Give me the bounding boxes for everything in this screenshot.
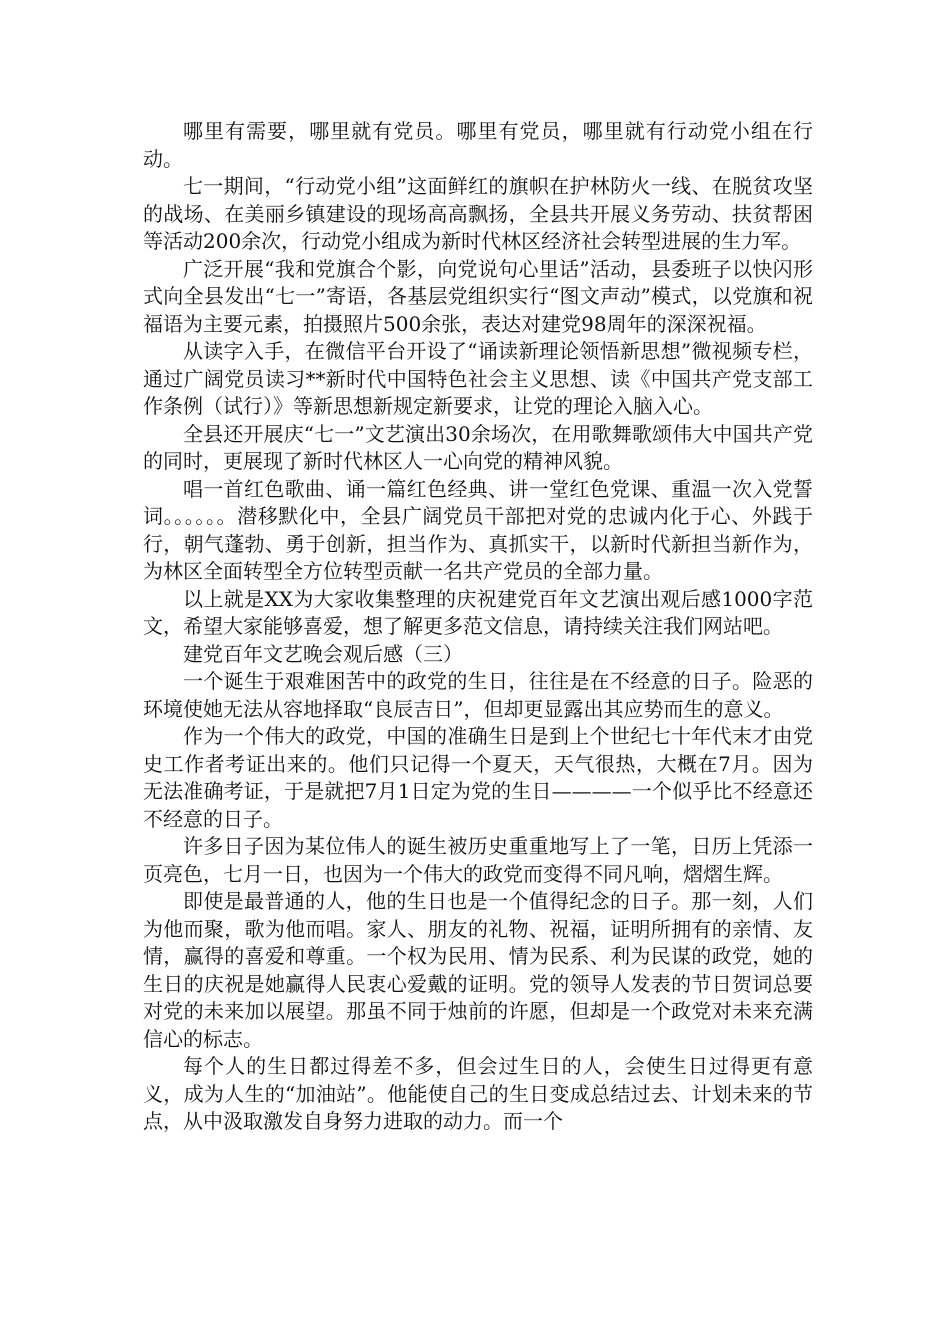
paragraph: 从读字入手，在微信平台开设了“诵读新理论领悟新思想”微视频专栏，通过广阔党员读习**新时代中国特色社会主义思想、读《中国共产党支部工作条例（试行）》等新思想新规定新要求，让党的理论入脑入心。 [143, 339, 813, 418]
paragraph: 一个诞生于艰难困苦中的政党的生日，往往是在不经意的日子。险恶的环境使她无法从容地择取“良辰吉日”，但却更显露出其应势而生的意义。 [143, 669, 813, 721]
paragraph: 即使是最普通的人，他的生日也是一个值得纪念的日子。那一刻，人们为他而聚，歌为他而唱。家人、朋友的礼物、祝福，证明所拥有的亲情、友情，赢得的喜爱和尊重。一个权为民用、情为民系、利为民谋的政党，她的生日的庆祝是她赢得人民衷心爱戴的证明。党的领导人发表的节日贺词总要对党的未来加以展望。那虽不同于烛前的许愿，但却是一个政党对未来充满信心的标志。 [143, 889, 813, 1051]
paragraph: 许多日子因为某位伟人的诞生被历史重重地写上了一笔，日历上凭添一页亮色，七月一日，也因为一个伟大的政党而变得不同凡响，熠熠生辉。 [143, 834, 813, 886]
section-heading: 建党百年文艺晚会观后感（三） [183, 641, 463, 666]
paragraph: 每个人的生日都过得差不多，但会过生日的人，会使生日过得更有意义，成为人生的“加油站”。他能使自己的生日变成总结过去、计划未来的节点，从中汲取激发自身努力进取的动力。而一个 [143, 1054, 813, 1133]
paragraph: 作为一个伟大的政党，中国的准确生日是到上个世纪七十年代末才由党史工作者考证出来的。他们只记得一个夏天，天气很热，大概在7月。因为无法准确考证，于是就把7月1日定为党的生日————一个似乎比不经意还不经意的日子。 [143, 724, 813, 831]
paragraph: 七一期间，“行动党小组”这面鲜红的旗帜在护林防火一线、在脱贫攻坚的战场、在美丽乡镇建设的现场高高飘扬，全县共开展义务劳动、扶贫帮困等活动200余次，行动党小组成为新时代林区经济社会转型进展的生力军。 [143, 174, 813, 253]
paragraph: 全县还开展庆“七一”文艺演出30余场次，在用歌舞歌颂伟大中国共产党的同时，更展现了新时代林区人一心向党的精神风貌。 [143, 421, 813, 473]
paragraph: 哪里有需要，哪里就有党员。哪里有党员，哪里就有行动党小组在行动。 [143, 119, 813, 171]
paragraph: 唱一首红色歌曲、诵一篇红色经典、讲一堂红色党课、重温一次入党誓词。。。。。。潜移默化中，全县广阔党员干部把对党的忠诚内化于心、外践于行，朝气蓬勃、勇于创新，担当作为、真抓实干，以新时代新担当新作为，为林区全面转型全方位转型贡献一名共产党员的全部力量。 [143, 476, 813, 583]
paragraph: 广泛开展“我和党旗合个影，向党说句心里话”活动，县委班子以快闪形式向全县发出“七一”寄语，各基层党组织实行“图文声动”模式，以党旗和祝福语为主要元素，拍摄照片500余张，表达对建党98周年的深深祝福。 [143, 256, 813, 336]
document-body [143, 118, 813, 1136]
paragraph: 以上就是XX为大家收集整理的庆祝建党百年文艺演出观后感1000字范文，希望大家能够喜爱，想了解更多范文信息，请持续关注我们网站吧。 [143, 586, 813, 638]
